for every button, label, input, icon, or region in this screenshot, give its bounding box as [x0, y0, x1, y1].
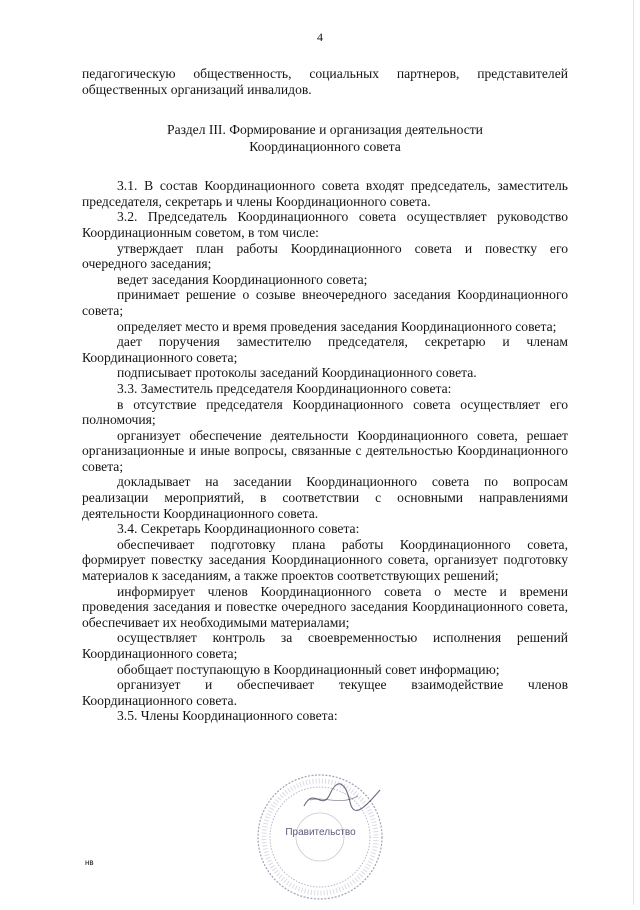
paragraph-3-2: 3.2. Председатель Координационного совета осуществляет руководство Координационным советом, в том числе:	[82, 209, 568, 240]
secretary-duty-item: осуществляет контроль за своевременностью исполнения решений Координационного совета;	[82, 630, 568, 661]
chair-duty-item: ведет заседания Координационного совета;	[117, 271, 368, 287]
paragraph-3-1: 3.1. В состав Координационного совета входят председатель, заместитель председателя, секретарь и члены Координационного совета.	[82, 178, 568, 209]
chair-duty-item: подписывает протоколы заседаний Координационного совета.	[117, 365, 477, 381]
deputy-duty-item: в отсутствие председателя Координационного совета осуществляет его полномочия;	[82, 396, 568, 428]
secretary-duty-item: информирует членов Координационного совета о месте и времени проведения заседания и повестке очередного заседания Координационного совета, обеспечивает их необходимыми материалами;	[82, 583, 568, 630]
section-heading	[82, 121, 568, 155]
chair-duty-item: принимает решение о созыве внеочередного заседания Координационного совета;	[82, 287, 568, 318]
paragraph-3-4: 3.4. Секретарь Координационного совета:	[117, 521, 360, 537]
chair-duty-item: определяет место и время проведения заседания Координационного совета;	[117, 318, 557, 334]
footer-initials: нв	[85, 858, 94, 867]
section-title-line-2: Координационного совета	[249, 139, 401, 155]
deputy-duty-item: докладывает на заседании Координационного совета по вопросам реализации мероприятий, в соответствии с основными направлениями деятельности Координационного совета.	[82, 474, 568, 521]
intro-paragraph: педагогическую общественность, социальных партнеров, представителей общественных организаций инвалидов.	[82, 66, 568, 97]
chair-duty-item: дает поручения заместителю председателя, секретарю и членам Координационного совета;	[82, 334, 568, 365]
document-body	[82, 66, 568, 724]
secretary-duty-item: обобщает поступающую в Координационный совет информацию;	[117, 661, 500, 677]
page-number: 4	[317, 30, 323, 44]
section-title-line-1: Раздел III. Формирование и организация деятельности	[167, 122, 483, 138]
deputy-duty-item: организует обеспечение деятельности Координационного совета, решает организационные и иные вопросы, связанные с деятельностью Координационного совета;	[82, 427, 568, 474]
secretary-duty-item: организует и обеспечивает текущее взаимодействие членов Координационного совета.	[82, 677, 568, 708]
chair-duty-item: утверждает план работы Координационного совета и повестку его очередного заседания;	[82, 240, 568, 272]
paragraph-3-5: 3.5. Члены Координационного совета:	[117, 708, 338, 724]
seal-center-text: Правительство	[285, 827, 356, 838]
paragraph-3-3: 3.3. Заместитель председателя Координационного совета:	[117, 380, 452, 396]
secretary-duty-item: обеспечивает подготовку плана работы Координационного совета, формирует повестку заседания Координационного совета, организует подготовку материалов к заседаниям, а также проектов соответствующих решений;	[82, 536, 568, 584]
signature-scribble-icon	[300, 776, 385, 816]
